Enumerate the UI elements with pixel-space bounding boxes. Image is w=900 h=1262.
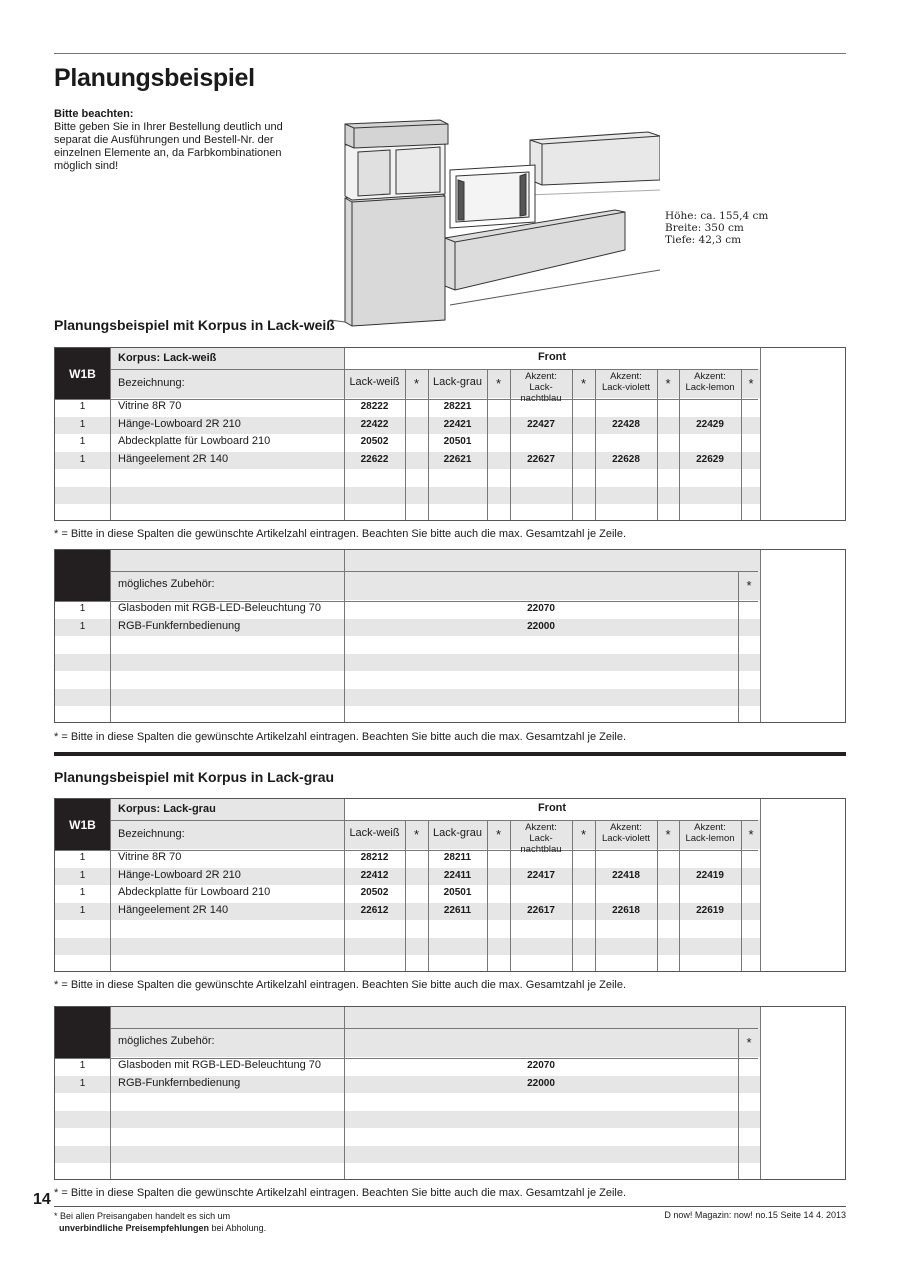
row-quantity: 1 bbox=[79, 620, 86, 632]
section-code-box bbox=[55, 1007, 110, 1058]
note-line: einzelnen Elemente an, da Farbkombinationen bbox=[54, 147, 282, 159]
article-number: 22422 bbox=[360, 418, 389, 430]
star-marker: * bbox=[746, 578, 752, 593]
column-header: Lack-grau bbox=[433, 827, 482, 839]
grid-line bbox=[110, 799, 111, 971]
grid-line bbox=[657, 369, 658, 520]
row-shade bbox=[55, 1146, 760, 1164]
page-number: 14 bbox=[33, 1191, 51, 1208]
grid-line bbox=[405, 369, 406, 520]
order-table bbox=[54, 347, 846, 521]
section-title: Planungsbeispiel mit Korpus in Lack-grau bbox=[54, 769, 335, 785]
grid-line bbox=[110, 571, 758, 572]
section-code: W1B bbox=[55, 799, 110, 850]
section-code: W1B bbox=[55, 348, 110, 399]
row-shade bbox=[55, 487, 760, 505]
grid-line bbox=[110, 369, 758, 370]
dimension-width: Breite: 350 cm bbox=[665, 222, 744, 234]
dimension-height: Höhe: ca. 155,4 cm bbox=[665, 210, 769, 222]
article-number: 22428 bbox=[612, 418, 640, 430]
article-name: Hänge-Lowboard 2R 210 bbox=[118, 868, 241, 881]
row-quantity: 1 bbox=[79, 887, 86, 898]
row-quantity: 1 bbox=[79, 1077, 86, 1089]
note-line: Bitte geben Sie in Ihrer Bestellung deutlich und bbox=[54, 121, 283, 133]
footer-note bbox=[54, 1210, 266, 1234]
article-number: 20501 bbox=[443, 887, 472, 898]
column-header: Akzent: Lack-lemon bbox=[685, 822, 735, 844]
row-quantity: 1 bbox=[79, 904, 86, 916]
dimension-depth: Tiefe: 42,3 cm bbox=[665, 234, 742, 246]
bezeichnung-label: Bezeichnung: bbox=[118, 377, 185, 389]
article-name: Glasboden mit RGB-LED-Beleuchtung 70 bbox=[118, 1059, 321, 1071]
article-number: 22621 bbox=[443, 453, 472, 465]
top-rule bbox=[54, 53, 846, 54]
article-number: 22000 bbox=[527, 620, 555, 632]
grid-line bbox=[110, 550, 111, 722]
star-marker: * bbox=[665, 827, 671, 842]
article-number: 22629 bbox=[696, 453, 724, 465]
article-number: 20501 bbox=[443, 436, 472, 447]
star-marker: * bbox=[413, 827, 420, 842]
row-quantity: 1 bbox=[79, 1060, 86, 1071]
order-table bbox=[54, 798, 846, 972]
article-number: 28221 bbox=[443, 401, 472, 412]
grid-line bbox=[110, 348, 111, 520]
row-shade bbox=[55, 654, 760, 672]
article-number: 22619 bbox=[696, 904, 724, 916]
article-number: 22429 bbox=[696, 418, 724, 430]
article-name: Abdeckplatte für Lowboard 210 bbox=[118, 435, 271, 447]
table-footnote: * = Bitte in diese Spalten die gewünschte Artikelzahl eintragen. Beachten Sie bitte auch die max. Gesamtzahl je Zeile. bbox=[54, 528, 627, 540]
article-number: 28222 bbox=[360, 401, 389, 412]
grid-line bbox=[760, 799, 761, 971]
row-shade bbox=[55, 1111, 760, 1129]
grid-line bbox=[760, 348, 761, 520]
front-label: Front bbox=[537, 351, 567, 363]
grid-line bbox=[344, 1007, 345, 1179]
column-header: Lack-grau bbox=[433, 376, 482, 388]
korpus-label: Korpus: Lack-grau bbox=[118, 803, 216, 815]
grid-line bbox=[572, 369, 573, 520]
grid-line bbox=[738, 1028, 739, 1179]
article-name: Hängeelement 2R 140 bbox=[118, 903, 229, 916]
article-number: 22417 bbox=[527, 869, 555, 881]
row-shade bbox=[55, 689, 760, 707]
article-number: 20502 bbox=[360, 887, 389, 898]
column-header: Lack-weiß bbox=[349, 376, 400, 388]
article-number: 22427 bbox=[527, 418, 555, 430]
grid-line bbox=[572, 820, 573, 971]
accessory-label: mögliches Zubehör: bbox=[118, 1035, 215, 1047]
article-number: 22411 bbox=[443, 869, 472, 881]
footer-bold: unverbindliche Preisempfehlungen bbox=[59, 1223, 210, 1233]
footer-line-1: * Bei allen Preisangaben handelt es sich um bbox=[54, 1211, 231, 1221]
article-number: 22412 bbox=[360, 869, 389, 881]
article-number: 22612 bbox=[360, 904, 389, 916]
row-quantity: 1 bbox=[79, 603, 86, 614]
article-number: 22000 bbox=[527, 1077, 555, 1089]
section-code-box bbox=[55, 550, 110, 601]
section-title: Planungsbeispiel mit Korpus in Lack-weiß bbox=[54, 317, 335, 333]
star-marker: * bbox=[495, 827, 502, 842]
article-number: 22627 bbox=[527, 453, 555, 465]
article-name: Abdeckplatte für Lowboard 210 bbox=[118, 886, 271, 898]
row-quantity: 1 bbox=[79, 418, 86, 430]
article-number: 28212 bbox=[360, 852, 389, 863]
grid-line bbox=[741, 820, 742, 971]
column-header: Akzent: Lack-violett bbox=[601, 371, 651, 393]
grid-line bbox=[760, 550, 761, 722]
article-number: 20502 bbox=[360, 436, 389, 447]
table-footnote: * = Bitte in diese Spalten die gewünschte Artikelzahl eintragen. Beachten Sie bitte auch die max. Gesamtzahl je Zeile. bbox=[54, 731, 627, 743]
column-header: Akzent: Lack-violett bbox=[601, 822, 651, 844]
bezeichnung-label: Bezeichnung: bbox=[118, 828, 185, 840]
column-header: Akzent: Lack-lemon bbox=[685, 371, 735, 393]
article-number: 22628 bbox=[612, 453, 640, 465]
column-header: Akzent: Lack-nachtblau bbox=[520, 822, 562, 855]
page-title: Planungsbeispiel bbox=[54, 64, 255, 92]
row-quantity: 1 bbox=[79, 453, 86, 465]
star-marker: * bbox=[413, 376, 420, 391]
column-header: Akzent: Lack-nachtblau bbox=[520, 371, 562, 404]
accessory-label: mögliches Zubehör: bbox=[118, 578, 215, 590]
article-name: Hänge-Lowboard 2R 210 bbox=[118, 417, 241, 430]
note-line: möglich sind! bbox=[54, 160, 119, 172]
grid-line bbox=[344, 348, 345, 520]
star-marker: * bbox=[665, 376, 671, 391]
grid-line bbox=[760, 1007, 761, 1179]
article-number: 22617 bbox=[527, 904, 555, 916]
table-footnote: * = Bitte in diese Spalten die gewünschte Artikelzahl eintragen. Beachten Sie bitte auch die max. Gesamtzahl je Zeile. bbox=[54, 979, 627, 991]
row-quantity: 1 bbox=[79, 869, 86, 881]
footer-rest: bei Abholung. bbox=[209, 1223, 267, 1233]
article-name: Vitrine 8R 70 bbox=[118, 851, 182, 863]
article-number: 22622 bbox=[360, 453, 389, 465]
note-heading: Bitte beachten: bbox=[54, 108, 134, 120]
header-shade bbox=[110, 1007, 760, 1057]
star-marker: * bbox=[748, 376, 754, 391]
accessory-table bbox=[54, 1006, 846, 1180]
furniture-illustration bbox=[330, 110, 660, 335]
star-marker: * bbox=[746, 1035, 752, 1050]
note-line: separat die Ausführungen und Bestell-Nr. der bbox=[54, 134, 274, 146]
article-number: 22611 bbox=[443, 904, 472, 916]
grid-line bbox=[738, 571, 739, 722]
star-marker: * bbox=[580, 376, 587, 391]
row-shade bbox=[55, 938, 760, 956]
header-shade bbox=[110, 550, 760, 600]
order-note bbox=[54, 108, 304, 173]
article-name: Vitrine 8R 70 bbox=[118, 400, 182, 412]
section-divider bbox=[54, 752, 846, 756]
article-number: 22421 bbox=[443, 418, 472, 430]
article-name: Glasboden mit RGB-LED-Beleuchtung 70 bbox=[118, 602, 321, 614]
article-number: 22070 bbox=[527, 1060, 555, 1071]
row-quantity: 1 bbox=[79, 401, 86, 412]
star-marker: * bbox=[495, 376, 502, 391]
row-quantity: 1 bbox=[79, 436, 86, 447]
column-header: Lack-weiß bbox=[349, 827, 400, 839]
grid-line bbox=[487, 369, 488, 520]
article-number: 28211 bbox=[443, 852, 472, 863]
grid-line bbox=[344, 799, 345, 971]
grid-line bbox=[344, 550, 345, 722]
grid-line bbox=[110, 1007, 111, 1179]
front-label: Front bbox=[537, 802, 567, 814]
dimensions bbox=[665, 210, 768, 246]
grid-line bbox=[110, 820, 758, 821]
article-name: Hängeelement 2R 140 bbox=[118, 452, 229, 465]
table-footnote: * = Bitte in diese Spalten die gewünschte Artikelzahl eintragen. Beachten Sie bitte auch die max. Gesamtzahl je Zeile. bbox=[54, 1187, 627, 1199]
star-marker: * bbox=[580, 827, 587, 842]
article-number: 22070 bbox=[527, 603, 555, 614]
accessory-table bbox=[54, 549, 846, 723]
article-number: 22418 bbox=[612, 869, 640, 881]
grid-line bbox=[487, 820, 488, 971]
star-marker: * bbox=[748, 827, 754, 842]
article-name: RGB-Funkfernbedienung bbox=[118, 619, 241, 632]
footer-source: D now! Magazin: now! no.15 Seite 14 4. 2013 bbox=[664, 1210, 846, 1220]
footer-line-2 bbox=[54, 1222, 266, 1234]
article-name: RGB-Funkfernbedienung bbox=[118, 1076, 241, 1089]
bottom-rule bbox=[54, 1206, 846, 1207]
article-number: 22419 bbox=[696, 869, 724, 881]
grid-line bbox=[405, 820, 406, 971]
grid-line bbox=[110, 1028, 758, 1029]
korpus-label: Korpus: Lack-weiß bbox=[118, 352, 217, 364]
row-quantity: 1 bbox=[79, 852, 86, 863]
article-number: 22618 bbox=[612, 904, 640, 916]
grid-line bbox=[741, 369, 742, 520]
grid-line bbox=[657, 820, 658, 971]
